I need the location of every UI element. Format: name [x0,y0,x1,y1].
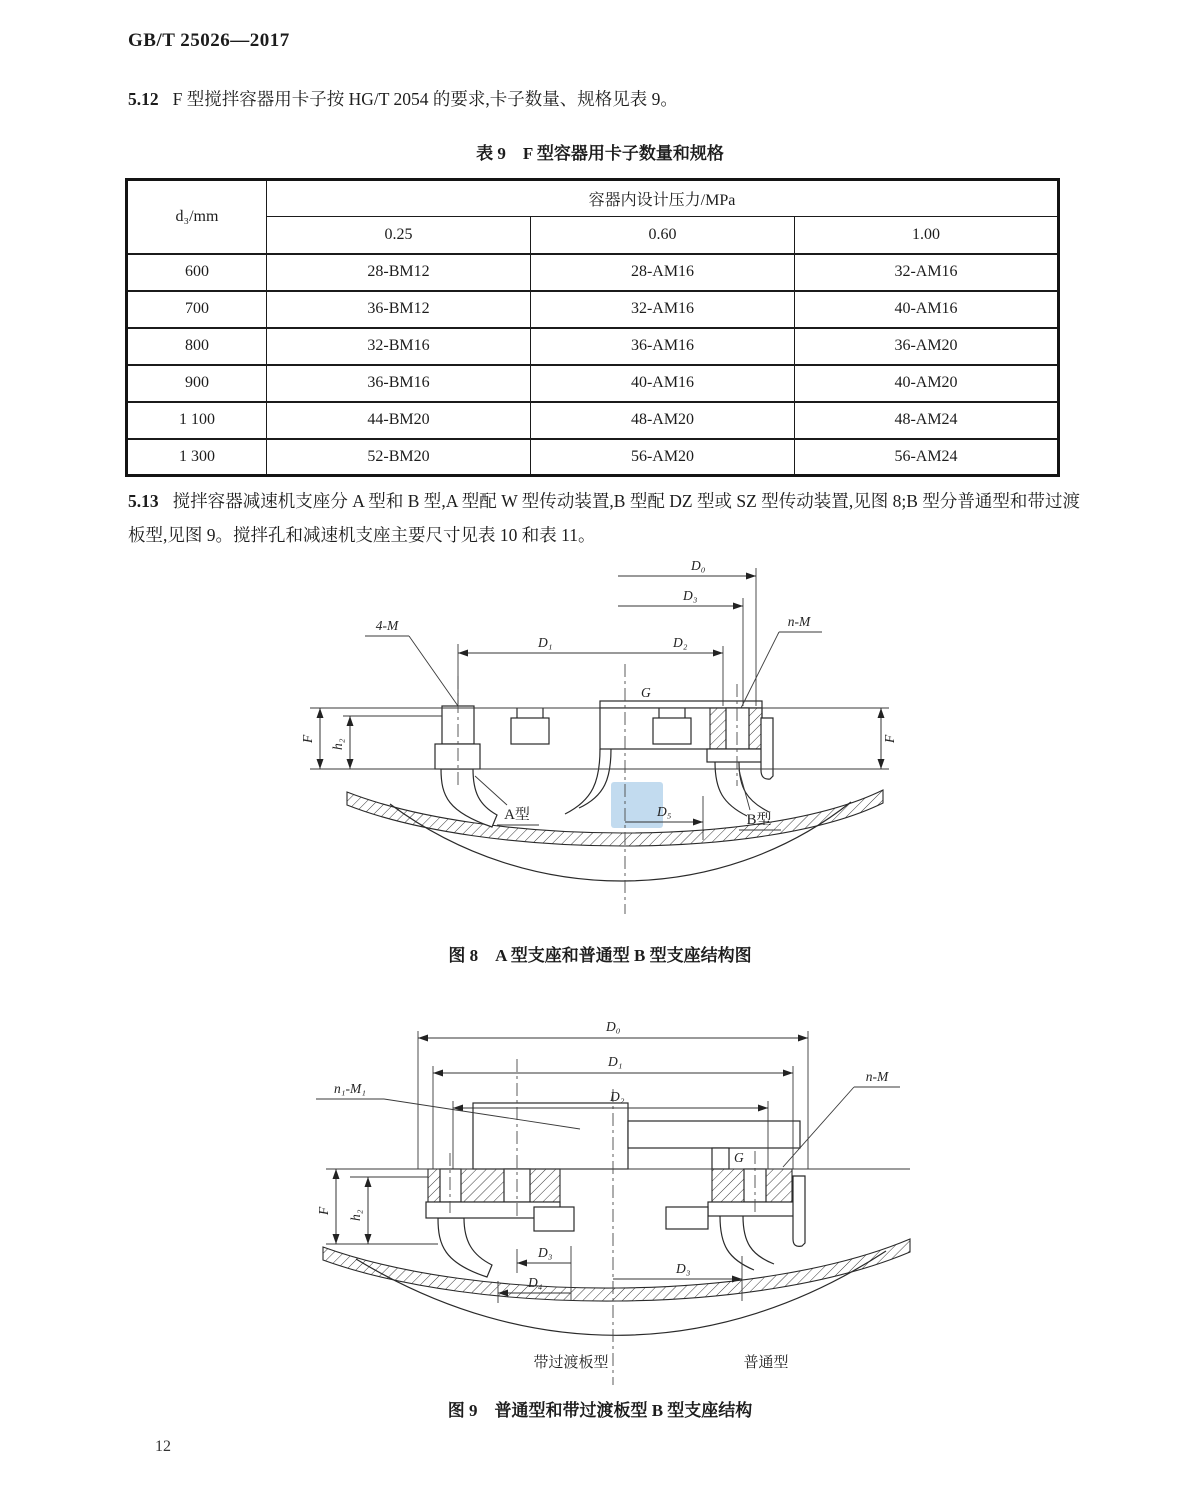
cell: 44-BM20 [267,402,531,439]
table-9-title: 表 9 F 型容器用卡子数量和规格 [476,144,724,163]
dim-label-f-left: F [300,734,315,743]
cell: 28-AM16 [531,254,795,291]
cell: 36-BM12 [267,291,531,328]
standard-number-header: GB/T 25026—2017 [128,30,290,51]
figure-8-caption: 图 8 A 型支座和普通型 B 型支座结构图 [448,946,752,965]
col-header-d3: d₃/mm [127,180,267,254]
dim-label-d3-left: D₃ [538,1245,553,1260]
figure-9-drawing [288,1001,948,1395]
dim-label-d3-right: D₃ [676,1261,691,1276]
clause-number: 5.12 [128,89,159,109]
cell-d3: 700 [127,291,267,328]
col-header-p060: 0.60 [531,217,795,254]
dimension-lines-left [316,1169,368,1244]
cell: 40-AM16 [795,291,1059,328]
dim-label-d2: D₂ [610,1089,625,1104]
cell: 32-AM16 [531,291,795,328]
a-type-support-section [435,676,497,827]
table-row [127,402,1059,439]
table-header-row-1 [127,180,1059,217]
table-header-row-2 [127,217,1059,254]
dim-label-d0: D₀ [606,1019,621,1034]
label-g: G [641,685,651,700]
cell: 32-BM16 [267,328,531,365]
clause-number: 5.13 [128,491,159,511]
col-header-p025: 0.25 [267,217,531,254]
vessel-head-section [323,1239,910,1335]
callout-nm: n-M [865,1069,889,1084]
clause-5-13 [128,484,1080,552]
cell: 56-AM20 [531,439,795,476]
callout-nm: n-M [787,614,811,629]
callout-4m: 4-M [375,618,399,633]
scan-watermark [611,782,663,828]
label-transition-type: 带过渡板型 [533,1355,609,1371]
cell: 36-AM20 [795,328,1059,365]
cell: 36-AM16 [531,328,795,365]
dim-label-h2: h₂ [330,738,345,750]
cell: 56-AM24 [795,439,1059,476]
cell-d3: 800 [127,328,267,365]
label-type-a: A型 [504,807,530,823]
cell: 32-AM16 [795,254,1059,291]
dim-label-d4: D₄ [528,1275,543,1290]
cell: 48-AM24 [795,402,1059,439]
clause-text: F 型搅拌容器用卡子按 HG/T 2054 的要求,卡子数量、规格见表 9。 [172,89,678,109]
figure-9-caption: 图 9 普通型和带过渡板型 B 型支座结构 [447,1401,753,1420]
cell-d3: 600 [127,254,267,291]
dim-label-d2: D₂ [673,635,688,650]
table-row [127,328,1059,365]
clause-text: 搅拌容器减速机支座分 A 型和 B 型,A 型配 W 型传动装置,B 型配 DZ 型或 SZ 型传动装置,见图 8;B 型分普通型和带过渡板型,见图 9。搅拌孔和减速机支座主要尺寸见表 10 和表 11。 [128,491,1080,546]
dimension-lines [300,558,897,840]
cell: 52-BM20 [267,439,531,476]
dim-label-d0: D₀ [691,558,706,573]
transition-plate-section [473,1103,800,1169]
label-plain-type: 普通型 [743,1355,789,1371]
cell: 36-BM16 [267,365,531,402]
dim-label-d1: D₁ [538,635,553,650]
dim-label-h2: h₂ [348,1209,363,1221]
dim-label-d3: D₃ [683,588,698,603]
dim-label-f-right: F [882,734,897,743]
label-type-b: B型 [746,812,772,828]
cell: 40-AM16 [531,365,795,402]
col-header-p100: 1.00 [795,217,1059,254]
cell: 28-BM12 [267,254,531,291]
label-g: G [734,1150,744,1165]
clause-5-12 [128,86,968,111]
table-row [127,291,1059,328]
table-row [127,439,1059,476]
dim-label-d5: D₅ [657,804,672,819]
cell-d3: 1 300 [127,439,267,476]
page-number: 12 [155,1438,171,1455]
dim-label-f: F [316,1206,331,1215]
cell-d3: 1 100 [127,402,267,439]
table-row [127,365,1059,402]
callout-n1m1: n₁-M₁ [334,1081,366,1096]
col-header-pressure-group: 容器内设计压力/MPa [267,180,1059,217]
table-row [127,254,1059,291]
cell: 40-AM20 [795,365,1059,402]
cell-d3: 900 [127,365,267,402]
table-9 [125,178,1060,477]
cell: 48-AM20 [531,402,795,439]
dim-label-d1: D₁ [608,1054,623,1069]
figure-8-drawing [295,556,915,940]
